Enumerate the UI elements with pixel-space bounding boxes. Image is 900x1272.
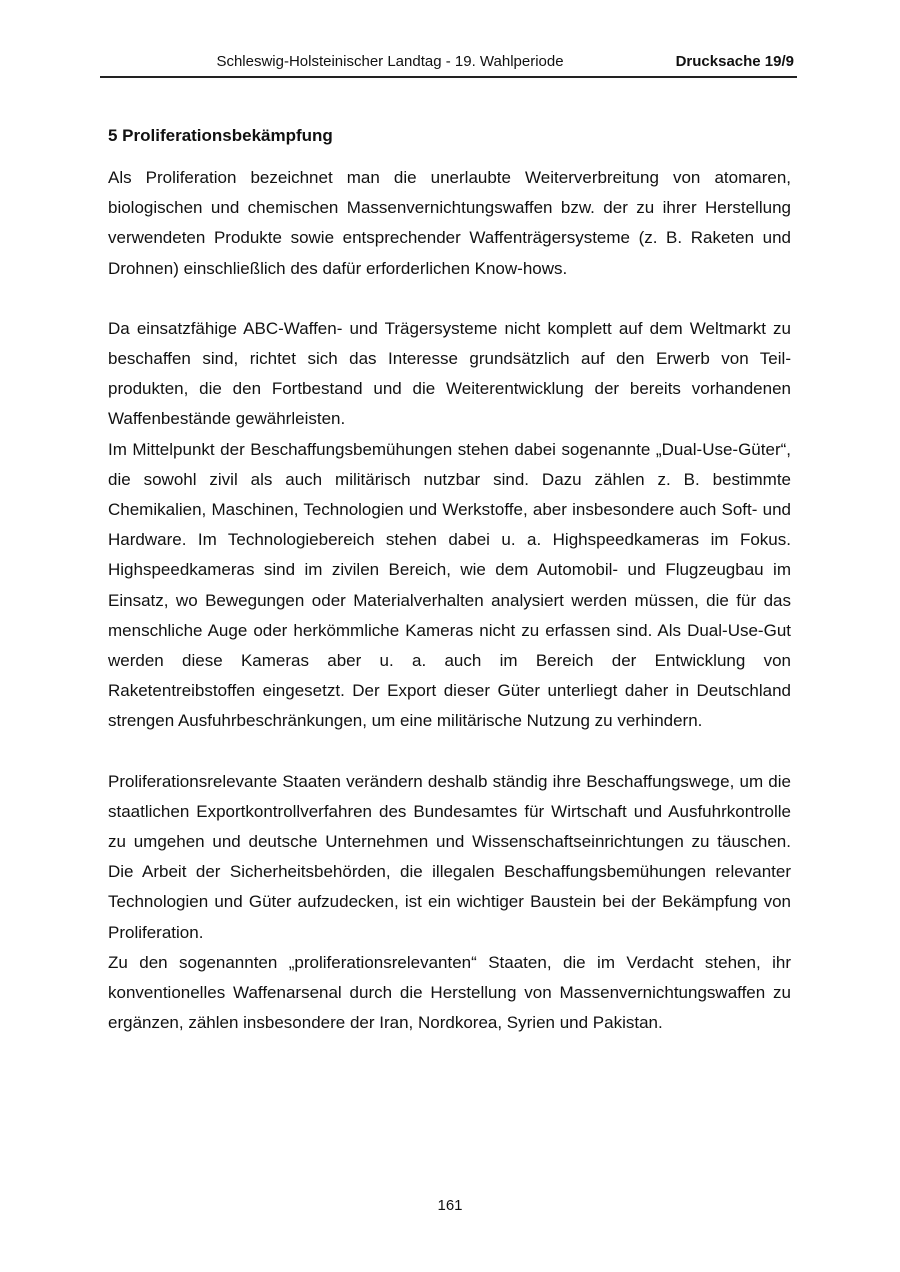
section-heading: 5 Proliferationsbekämpfung [108, 126, 333, 145]
page-header [100, 50, 797, 78]
header-title: Schleswig-Holsteinischer Landtag - 19. Wahlperiode [216, 53, 564, 70]
paragraph-dual-use: Im Mittelpunkt der Beschaffungsbemühungen stehen dabei sogenannte „Dual-Use-Güter“, die sowohl zivil als auch militärisch nutzbar sind. Dazu zählen z. B. bestimmte Chemikalien, Maschinen, Technologien und Werkstoffe, aber insbesondere auch Soft- und Hardware. Im Technologiebereich stehen dabei u. a. Highspeedkameras im Fokus. Highspeedkameras sind im zivilen Bereich, wie dem Automobil- und Flugzeugbau im Einsatz, wo Bewegungen oder Materialverhalten analysiert werden müssen, die für das menschliche Auge oder herkömmliche Kameras nicht zu erfassen sind. Als Dual-Use-Gut werden diese Kameras aber u. a. auch im Bereich der Entwicklung von Raketentreibstoffen eingesetzt. Der Export dieser Güter unterliegt daher in Deutschland strengen Ausfuhrbeschränkungen, um eine militärische Nutzung zu verhindern. [108, 439, 791, 731]
paragraph-procurement: Da einsatzfähige ABC-Waffen- und Trägersysteme nicht komplett auf dem Weltmarkt zu beschaffen sind, richtet sich das Interesse grundsätzlich auf den Erwerb von Teilprodukten, die den Fortbestand und die Weiterentwicklung der bereits vorhandenen Waffenbestände gewährleisten. [108, 318, 791, 429]
document-number: Drucksache 19/9 [675, 53, 794, 70]
page-number: 161 [437, 1197, 463, 1214]
paragraph-procurement-routes: Proliferationsrelevante Staaten verändern deshalb ständig ihre Beschaffungswege, um die staatlichen Exportkontrollverfahren des Bundesamtes für Wirtschaft und Ausfuhrkontrolle zu umgehen und deutsche Unternehmen und Wissenschaftseinrichtungen zu täuschen. Die Arbeit der Sicherheitsbehörden, die illegalen Beschaffungsbemühungen relevanter Technologien und Güter aufzudecken, ist ein wichtiger Baustein bei der Bekämpfung von Proliferation. [108, 771, 791, 942]
paragraph-definition: Als Proliferation bezeichnet man die unerlaubte Weiterverbreitung von atomaren, biologischen und chemischen Massenvernichtungswaffen bzw. der zu ihrer Herstellung verwendeten Produkte sowie entsprechender Waffenträgersysteme (z. B. Raketen und Drohnen) einschließlich des dafür erforderlichen Know-hows. [108, 168, 791, 278]
main-content [108, 125, 791, 1038]
paragraph-states: Zu den sogenannten „proliferationsrelevanten“ Staaten, die im Verdacht stehen, ihr konventionelles Waffenarsenal durch die Herstellung von Massenvernichtungswaffen zu ergänzen, zählen insbesondere der Iran, Nordkorea, Syrien und Pakistan. [108, 952, 791, 1033]
